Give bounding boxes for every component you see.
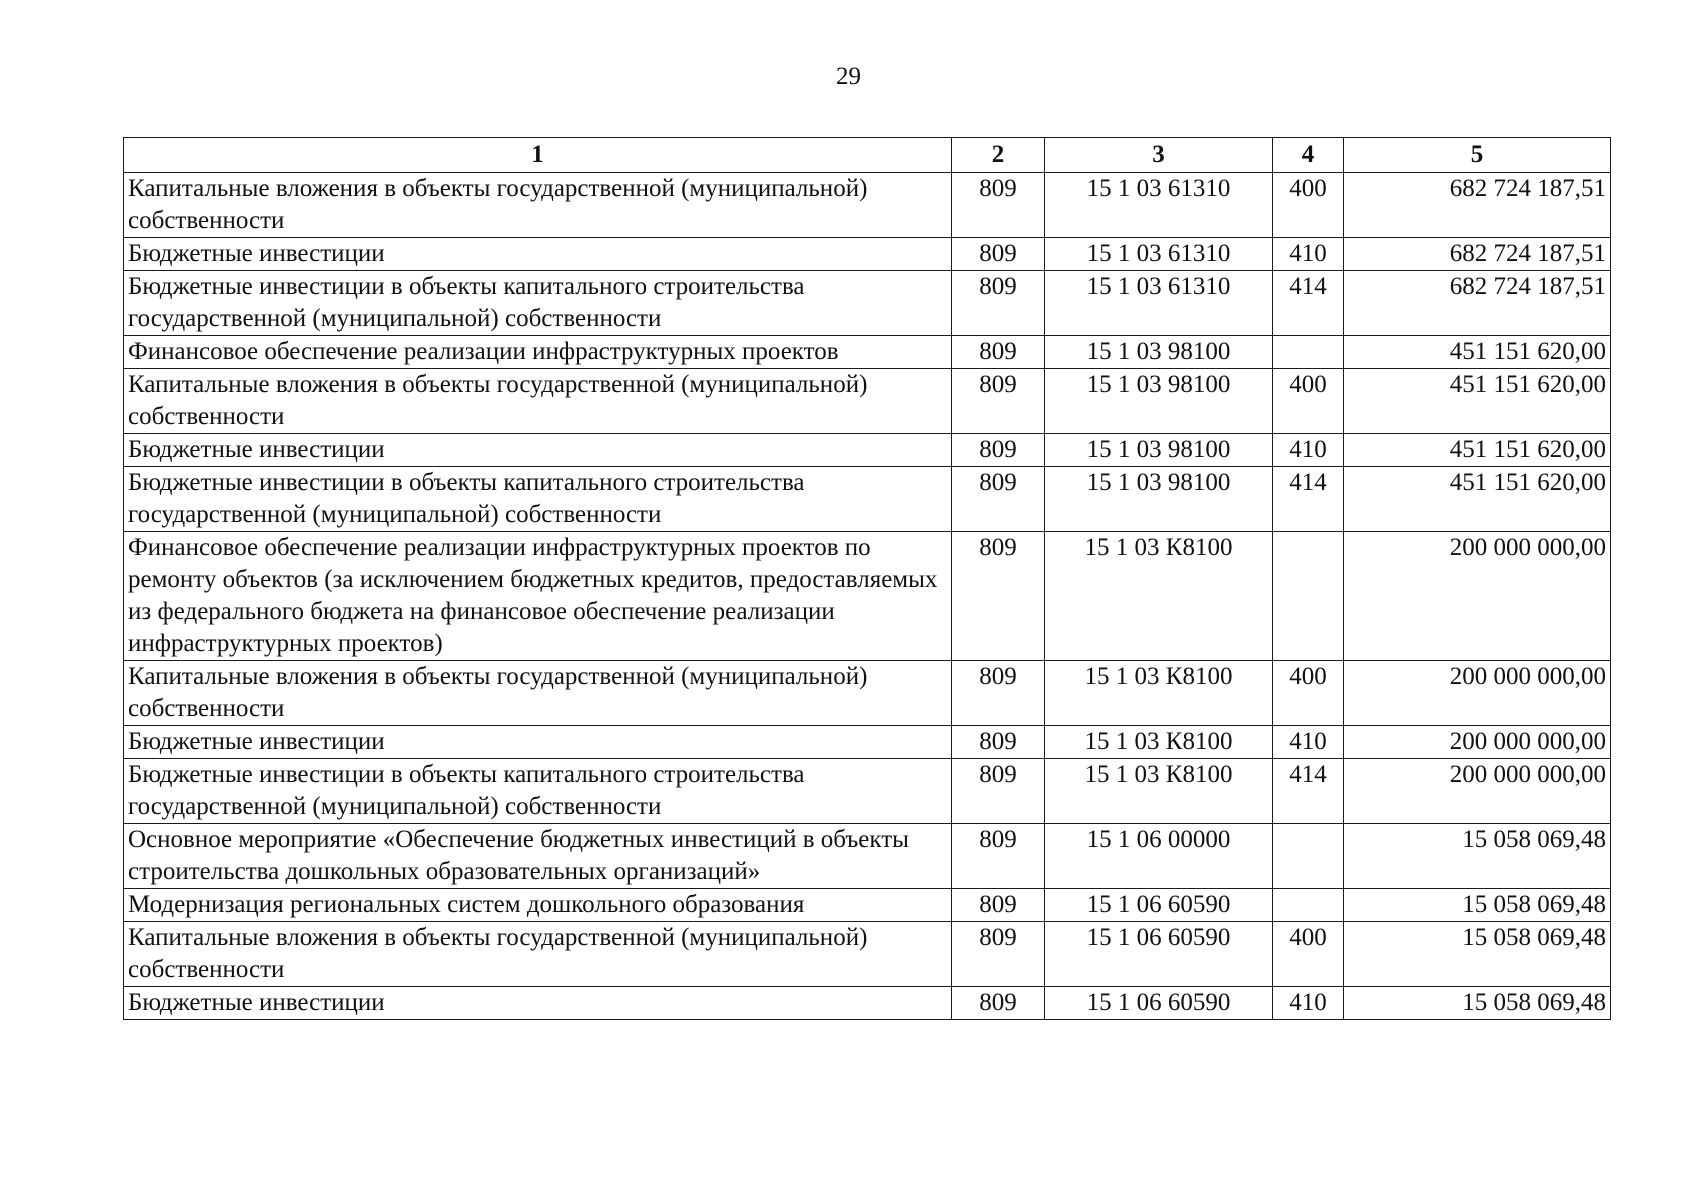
- cell-amount: 15 058 069,48: [1344, 922, 1611, 987]
- cell-code: 809: [952, 987, 1045, 1020]
- cell-expense-type: [1273, 336, 1344, 369]
- header-col-3: 3: [1045, 138, 1273, 173]
- cell-name: Капитальные вложения в объекты государственной (муниципальной) собственности: [124, 173, 952, 238]
- cell-amount: 15 058 069,48: [1344, 987, 1611, 1020]
- table-row: [124, 726, 1611, 759]
- cell-code: 809: [952, 661, 1045, 726]
- cell-code: 809: [952, 271, 1045, 336]
- page-number: 29: [836, 63, 861, 90]
- cell-amount: 200 000 000,00: [1344, 726, 1611, 759]
- cell-amount: 682 724 187,51: [1344, 271, 1611, 336]
- cell-code: 809: [952, 726, 1045, 759]
- table-row: [124, 759, 1611, 824]
- cell-name: Капитальные вложения в объекты государственной (муниципальной) собственности: [124, 369, 952, 434]
- cell-target-article: 15 1 03 98100: [1045, 369, 1273, 434]
- cell-expense-type: 400: [1273, 173, 1344, 238]
- cell-target-article: 15 1 06 60590: [1045, 987, 1273, 1020]
- cell-name: Бюджетные инвестиции: [124, 987, 952, 1020]
- table-row: [124, 532, 1611, 661]
- cell-code: 809: [952, 467, 1045, 532]
- header-col-5: 5: [1344, 138, 1611, 173]
- cell-amount: 15 058 069,48: [1344, 824, 1611, 889]
- cell-name: Бюджетные инвестиции: [124, 238, 952, 271]
- cell-amount: 200 000 000,00: [1344, 759, 1611, 824]
- budget-table: [123, 137, 1611, 1020]
- cell-code: 809: [952, 369, 1045, 434]
- cell-name: Финансовое обеспечение реализации инфраструктурных проектов по ремонту объектов (за исключением бюджетных кредитов, предоставляемых из федерального бюджета на финансовое обеспечение реализации инфраструктурных проектов): [124, 532, 952, 661]
- cell-expense-type: 400: [1273, 369, 1344, 434]
- cell-name: Бюджетные инвестиции: [124, 726, 952, 759]
- table-row: [124, 271, 1611, 336]
- cell-expense-type: 414: [1273, 271, 1344, 336]
- cell-expense-type: [1273, 532, 1344, 661]
- table-row: [124, 369, 1611, 434]
- header-col-2: 2: [952, 138, 1045, 173]
- cell-expense-type: 414: [1273, 759, 1344, 824]
- cell-code: 809: [952, 532, 1045, 661]
- cell-amount: 682 724 187,51: [1344, 238, 1611, 271]
- cell-name: Модернизация региональных систем дошкольного образования: [124, 889, 952, 922]
- cell-target-article: 15 1 03 К8100: [1045, 759, 1273, 824]
- cell-target-article: 15 1 03 98100: [1045, 434, 1273, 467]
- table-row: [124, 824, 1611, 889]
- cell-amount: 200 000 000,00: [1344, 661, 1611, 726]
- cell-code: 809: [952, 889, 1045, 922]
- table-row: [124, 987, 1611, 1020]
- cell-expense-type: 414: [1273, 467, 1344, 532]
- cell-code: 809: [952, 173, 1045, 238]
- cell-target-article: 15 1 06 60590: [1045, 889, 1273, 922]
- cell-code: 809: [952, 824, 1045, 889]
- cell-name: Бюджетные инвестиции: [124, 434, 952, 467]
- cell-code: 809: [952, 434, 1045, 467]
- cell-target-article: 15 1 03 61310: [1045, 173, 1273, 238]
- cell-amount: 682 724 187,51: [1344, 173, 1611, 238]
- cell-expense-type: 400: [1273, 922, 1344, 987]
- cell-target-article: 15 1 06 00000: [1045, 824, 1273, 889]
- cell-name: Капитальные вложения в объекты государственной (муниципальной) собственности: [124, 922, 952, 987]
- header-col-1: 1: [124, 138, 952, 173]
- table-row: [124, 173, 1611, 238]
- cell-amount: 451 151 620,00: [1344, 369, 1611, 434]
- table-header: [124, 138, 1611, 173]
- header-col-4: 4: [1273, 138, 1344, 173]
- cell-name: Бюджетные инвестиции в объекты капитального строительства государственной (муниципальной) собственности: [124, 467, 952, 532]
- header-row: [124, 138, 1611, 173]
- table-row: [124, 336, 1611, 369]
- cell-name: Финансовое обеспечение реализации инфраструктурных проектов: [124, 336, 952, 369]
- table-row: [124, 889, 1611, 922]
- cell-expense-type: 410: [1273, 987, 1344, 1020]
- cell-expense-type: 410: [1273, 434, 1344, 467]
- cell-name: Бюджетные инвестиции в объекты капитального строительства государственной (муниципальной) собственности: [124, 271, 952, 336]
- cell-name: Основное мероприятие «Обеспечение бюджетных инвестиций в объекты строительства дошкольных образовательных организаций»: [124, 824, 952, 889]
- cell-target-article: 15 1 03 К8100: [1045, 661, 1273, 726]
- cell-amount: 451 151 620,00: [1344, 467, 1611, 532]
- cell-target-article: 15 1 06 60590: [1045, 922, 1273, 987]
- cell-amount: 451 151 620,00: [1344, 336, 1611, 369]
- cell-code: 809: [952, 336, 1045, 369]
- cell-target-article: 15 1 03 61310: [1045, 271, 1273, 336]
- cell-amount: 200 000 000,00: [1344, 532, 1611, 661]
- cell-target-article: 15 1 03 98100: [1045, 467, 1273, 532]
- cell-target-article: 15 1 03 К8100: [1045, 726, 1273, 759]
- cell-expense-type: [1273, 889, 1344, 922]
- cell-target-article: 15 1 03 К8100: [1045, 532, 1273, 661]
- table-row: [124, 238, 1611, 271]
- cell-amount: 15 058 069,48: [1344, 889, 1611, 922]
- cell-name: Бюджетные инвестиции в объекты капитального строительства государственной (муниципальной) собственности: [124, 759, 952, 824]
- table-row: [124, 922, 1611, 987]
- cell-expense-type: [1273, 824, 1344, 889]
- cell-expense-type: 410: [1273, 726, 1344, 759]
- cell-code: 809: [952, 759, 1045, 824]
- cell-amount: 451 151 620,00: [1344, 434, 1611, 467]
- cell-expense-type: 400: [1273, 661, 1344, 726]
- cell-name: Капитальные вложения в объекты государственной (муниципальной) собственности: [124, 661, 952, 726]
- table-body: [124, 173, 1611, 1020]
- cell-expense-type: 410: [1273, 238, 1344, 271]
- table-row: [124, 434, 1611, 467]
- table-row: [124, 467, 1611, 532]
- cell-target-article: 15 1 03 61310: [1045, 238, 1273, 271]
- table-row: [124, 661, 1611, 726]
- cell-target-article: 15 1 03 98100: [1045, 336, 1273, 369]
- cell-code: 809: [952, 238, 1045, 271]
- cell-code: 809: [952, 922, 1045, 987]
